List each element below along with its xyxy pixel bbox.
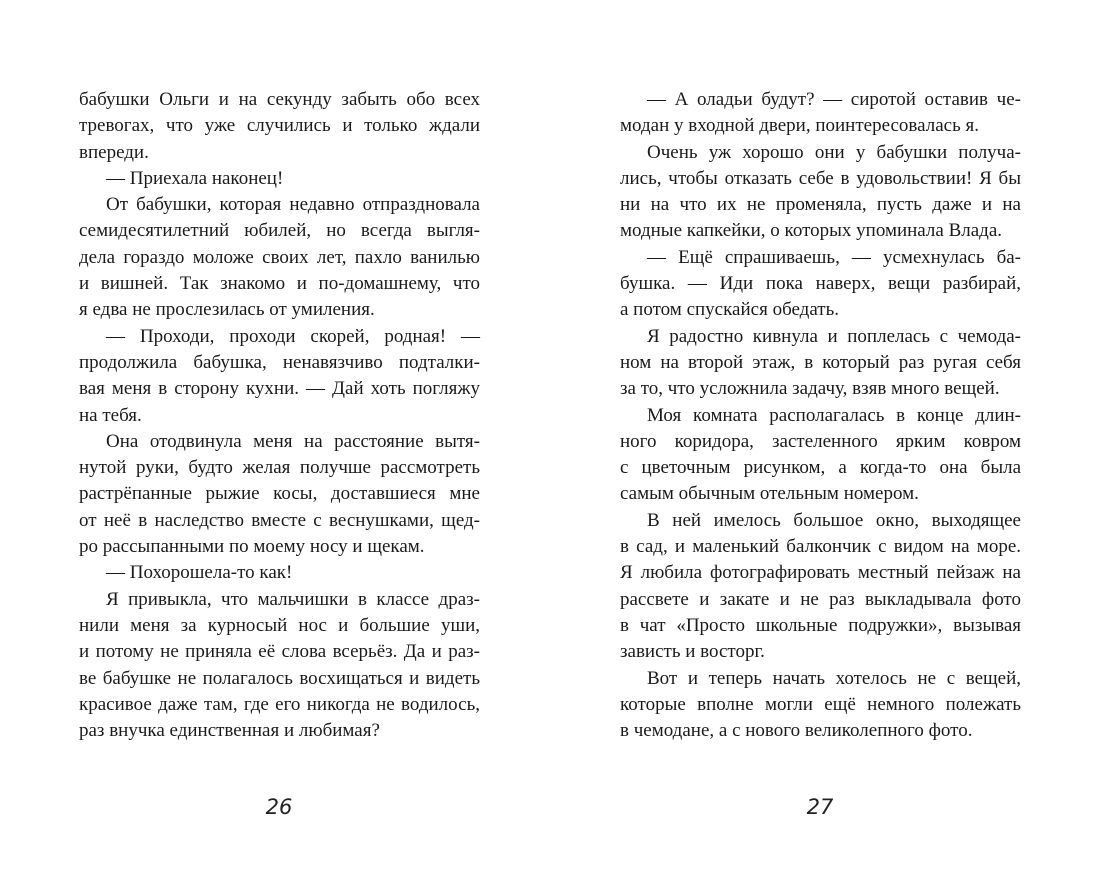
text-line: в чат «Просто школьные подружки», вызывая (620, 614, 1021, 636)
text-line: ни на что их не променяла, пусть даже и на (620, 194, 1021, 216)
text-line: впереди. (79, 141, 149, 163)
text-line: ве бабушке не полагалось восхищаться и видеть (79, 667, 480, 689)
text-line: бабушки Ольги и на секунду забыть обо всех (79, 89, 480, 110)
text-line: от неё в наследство вместе с веснушками, щед- (79, 509, 480, 531)
text-line: — Проходи, проходи скорей, родная! — (106, 325, 480, 347)
text-line: за то, что усложнила задачу, взяв много вещей. (620, 378, 1000, 400)
text-line: Вот и теперь начать хотелось не с вещей, (647, 667, 1021, 689)
text-line: лись, чтобы отказать себе в удовольствии! Я бы (620, 167, 1021, 189)
text-line: на тебя. (79, 404, 142, 426)
text-line: ном на второй этаж, в который раз ругая себя (620, 351, 1021, 373)
text-line: и вишней. Так знакомо и по-домашнему, что (79, 273, 480, 295)
text-line: с цветочным рисунком, а когда-то она была (620, 457, 1021, 479)
text-line: в сад, и маленький балкончик с видом на море. (620, 536, 1021, 558)
text-line: — Приехала наконец! (106, 167, 284, 189)
text-line: раз внучка единственная и любимая? (79, 720, 380, 742)
left-page-text (79, 87, 480, 744)
text-line: бушка. — Иди пока наверх, вещи разбирай, (620, 273, 1021, 295)
text-line: которые вполне могли ещё немного полежать (620, 693, 1021, 715)
text-line: семидесятилетний юбилей, но всегда выгля- (79, 220, 480, 242)
text-line: — А оладьи будут? — сиротой оставив че- (647, 89, 1021, 110)
text-line: красивое даже там, где его никогда не водилось, (79, 693, 480, 715)
text-line: тревогах, что уже случились и только ждали (79, 115, 480, 137)
text-line: модан у входной двери, поинтересовалась я. (620, 115, 979, 137)
text-line: а потом спускайся обедать. (620, 299, 839, 321)
text-line: нили меня за курносый нос и большие уши, (79, 614, 480, 636)
text-line: и потому не приняла её слова всерьёз. Да и раз- (79, 641, 480, 663)
text-line: я едва не прослезилась от умиления. (79, 299, 375, 321)
text-line: Я любила фотографировать местный пейзаж на (620, 562, 1021, 584)
text-line: Я радостно кивнула и поплелась с чемода- (647, 325, 1021, 347)
text-line: Моя комната располагалась в конце длин- (647, 404, 1021, 426)
text-line: В ней имелось большое окно, выходящее (647, 509, 1021, 531)
right-page-number: 27 (806, 795, 834, 819)
left-page-number: 26 (265, 795, 293, 819)
text-line: вая меня в сторону кухни. — Дай хоть погляжу (79, 378, 480, 400)
text-line: дела гораздо моложе своих лет, пахло ванилью (79, 246, 480, 268)
text-line: рассвете и закате и не раз выкладывала фото (620, 588, 1021, 610)
right-page-text (620, 87, 1021, 744)
text-line: зависть и восторг. (620, 641, 765, 663)
text-line: нутой руки, будто желая получше рассмотреть (79, 457, 480, 479)
text-line: Я привыкла, что мальчишки в классе драз- (106, 588, 480, 610)
text-line: От бабушки, которая недавно отпраздновала (106, 194, 480, 216)
text-line: — Ещё спрашиваешь, — усмехнулась ба- (647, 246, 1021, 268)
text-line: ного коридора, застеленного ярким ковром (620, 430, 1021, 452)
text-line: Очень уж хорошо они у бабушки получа- (647, 141, 1021, 163)
text-line: Она отодвинула меня на расстояние вытя- (106, 430, 480, 452)
right-page (550, 0, 1100, 880)
text-line: — Похорошела-то как! (106, 562, 293, 584)
text-line: модные капкейки, о которых упоминала Влада. (620, 220, 1003, 242)
text-line: растрёпанные рыжие косы, доставшиеся мне (79, 483, 480, 505)
text-line: ро рассыпанными по моему носу и щекам. (79, 536, 425, 558)
text-line: продолжила бабушка, ненавязчиво подталки- (79, 351, 480, 373)
text-line: самым обычным отельным номером. (620, 483, 919, 505)
text-line: в чемодане, а с нового великолепного фото. (620, 720, 973, 742)
